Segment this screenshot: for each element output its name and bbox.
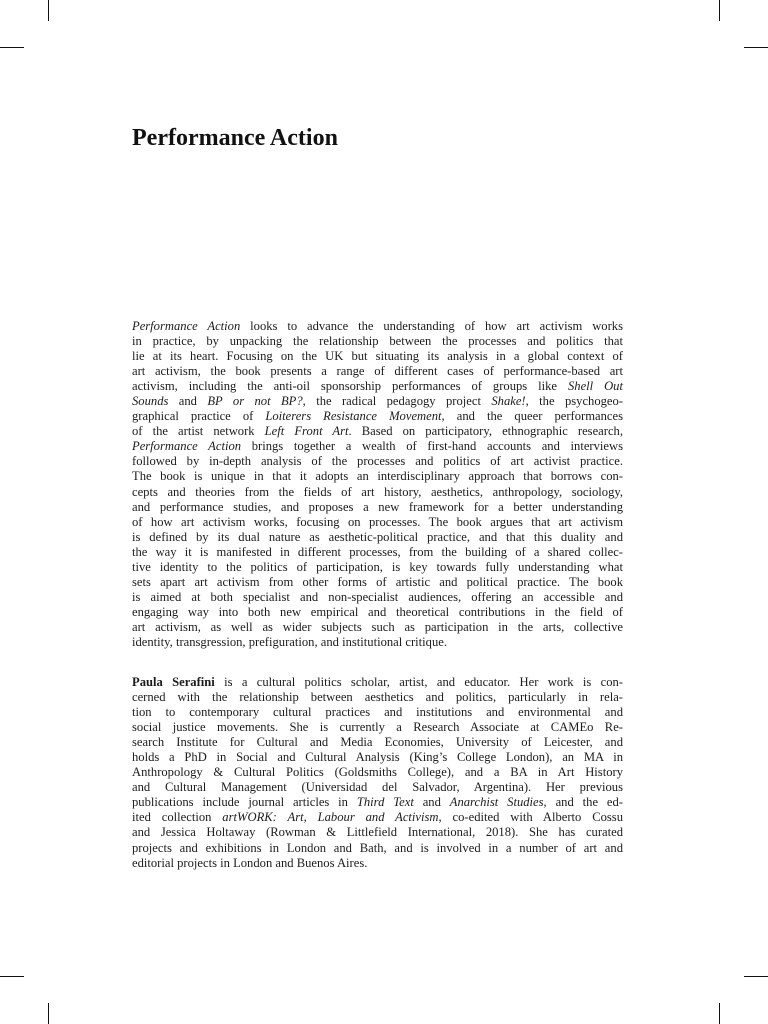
crop-mark-top-right-vertical [719,0,720,21]
text-segment: art activism, the book presents a range of different cases of performance-based art [132,364,623,379]
crop-mark-top-left-horizontal [0,47,24,48]
italic-title-text: Sounds [132,394,169,409]
text-segment: art activism, as well as wider subjects such as participation in the arts, collective [132,619,623,634]
text-segment: followed by in-depth analysis of the processes and politics of art activist practice. [132,454,623,469]
text-segment: the way it is manifested in different processes, from the building of a shared collec- [132,544,623,559]
text-line [132,635,623,650]
text-segment: and Jessica Holtaway (Rowman & Littlefield International, 2018). She has curated [132,825,623,840]
italic-title-text: Loiterers Resistance Movement [265,409,442,424]
text-line [132,334,623,349]
book-abstract [132,319,623,650]
text-segment: editorial projects in London and Buenos Aires. [132,855,368,870]
crop-mark-bottom-right-vertical [719,1003,720,1024]
text-segment: search Institute for Cultural and Media Economies, University of Leicester, and [132,735,623,750]
text-line [132,530,623,545]
text-segment: brings together a wealth of first-hand accounts and interviews [241,439,623,454]
text-segment: publications include journal articles in [132,795,357,810]
text-segment: cerned with the relationship between aesthetics and politics, particularly in rela- [132,690,623,705]
crop-mark-bottom-right-horizontal [744,976,768,977]
bio-paragraph [132,675,623,871]
text-line [132,605,623,620]
text-line [132,454,623,469]
text-segment: and performance studies, and proposes a new framework for a better understanding [132,499,623,514]
text-line [132,394,623,409]
text-segment: , the radical pedagogy project [302,394,492,409]
crop-mark-bottom-left-horizontal [0,976,24,977]
text-segment: , and the queer performances [441,409,623,424]
text-line [132,825,623,840]
text-line [132,424,623,439]
text-line [132,364,623,379]
crop-mark-top-right-horizontal [744,47,768,48]
text-line [132,841,623,856]
text-line [132,515,623,530]
text-segment: looks to advance the understanding of how art activism works [240,319,623,333]
text-line [132,545,623,560]
italic-title-text: artWORK: Art, Labour and Activism [222,810,439,825]
italic-title-text: Anarchist Studies [449,795,544,810]
text-segment: identity, transgression, prefiguration, and institutional critique. [132,634,448,649]
text-line [132,856,623,871]
text-segment: , the psychogeo- [525,394,623,409]
text-segment: social justice movements. She is currently a Research Associate at CAMEo Re- [132,720,623,735]
text-line [132,675,623,690]
text-segment: . Based on participatory, ethnographic research, [348,424,623,439]
text-line [132,735,623,750]
italic-title-text: Shell Out [567,379,623,394]
text-segment: is a cultural politics scholar, artist, and educator. Her work is con- [214,675,623,689]
text-segment: , and the ed- [543,795,623,810]
text-line [132,780,623,795]
text-segment: activism, including the anti-oil sponsorship performances of groups like [132,379,568,394]
text-segment: engaging way into both new empirical and theoretical contributions in the field of [132,604,623,619]
italic-title-text: Left Front Art [264,424,349,439]
text-line [132,765,623,780]
text-line [132,810,623,825]
text-segment: projects and exhibitions in London and Bath, and is involved in a number of art and [132,840,623,855]
crop-mark-bottom-left-vertical [48,1003,49,1024]
text-segment: cepts and theories from the fields of art history, aesthetics, anthropology, sociology, [132,484,623,499]
text-line [132,439,623,454]
text-segment: and Cultural Management (Universidad del Salvador, Argentina). Her previous [132,780,623,795]
text-line [132,705,623,720]
text-line [132,349,623,364]
text-line [132,590,623,605]
text-line [132,500,623,515]
italic-title-text: Performance Action [132,439,242,454]
text-segment: graphical practice of [132,409,266,424]
text-line [132,560,623,575]
italic-title-text: Performance Action [132,319,241,333]
crop-mark-top-left-vertical [48,0,49,21]
text-segment: , co-edited with Alberto Cossu [438,810,623,825]
text-segment: and [168,394,208,409]
author-bio [132,675,623,871]
text-line [132,720,623,735]
italic-title-text: BP or not BP? [207,394,303,409]
italic-title-text: Shake! [491,394,526,409]
abstract-paragraph [132,319,623,650]
text-segment: Anthropology & Cultural Politics (Goldsmiths College), and a BA in Art History [132,765,623,780]
text-segment: is aimed at both specialist and non-specialist audiences, offering an accessible and [132,589,623,604]
text-segment: The book is unique in that it adopts an interdisciplinary approach that borrows con- [132,469,623,484]
text-line [132,750,623,765]
text-line [132,409,623,424]
text-line [132,469,623,484]
text-segment: is defined by its dual nature as aesthetic-political practice, and that this duality and [132,529,623,544]
text-segment: holds a PhD in Social and Cultural Analysis (King’s College London), an MA in [132,750,623,765]
text-segment: tion to contemporary cultural practices and institutions and environmental and [132,705,623,720]
text-line [132,319,623,334]
text-segment: of the artist network [132,424,265,439]
text-line [132,795,623,810]
text-segment: sets apart art activism from other forms of artistic and political practice. The book [132,574,623,589]
text-line [132,575,623,590]
page-title: Performance Action [132,125,338,151]
text-line [132,620,623,635]
author-name: Paula Serafini [132,675,215,689]
text-line [132,379,623,394]
text-line [132,690,623,705]
text-segment: ited collection [132,810,223,825]
italic-title-text: Third Text [356,795,414,810]
text-segment: of how art activism works, focusing on processes. The book argues that art activism [132,514,623,529]
text-segment: lie at its heart. Focusing on the UK but situating its analysis in a global context of [132,349,623,364]
text-segment: in practice, by unpacking the relationship between the processes and politics that [132,334,623,349]
text-line [132,485,623,500]
text-segment: and [413,795,450,810]
text-segment: tive identity to the politics of participation, is key towards fully understanding what [132,559,623,574]
